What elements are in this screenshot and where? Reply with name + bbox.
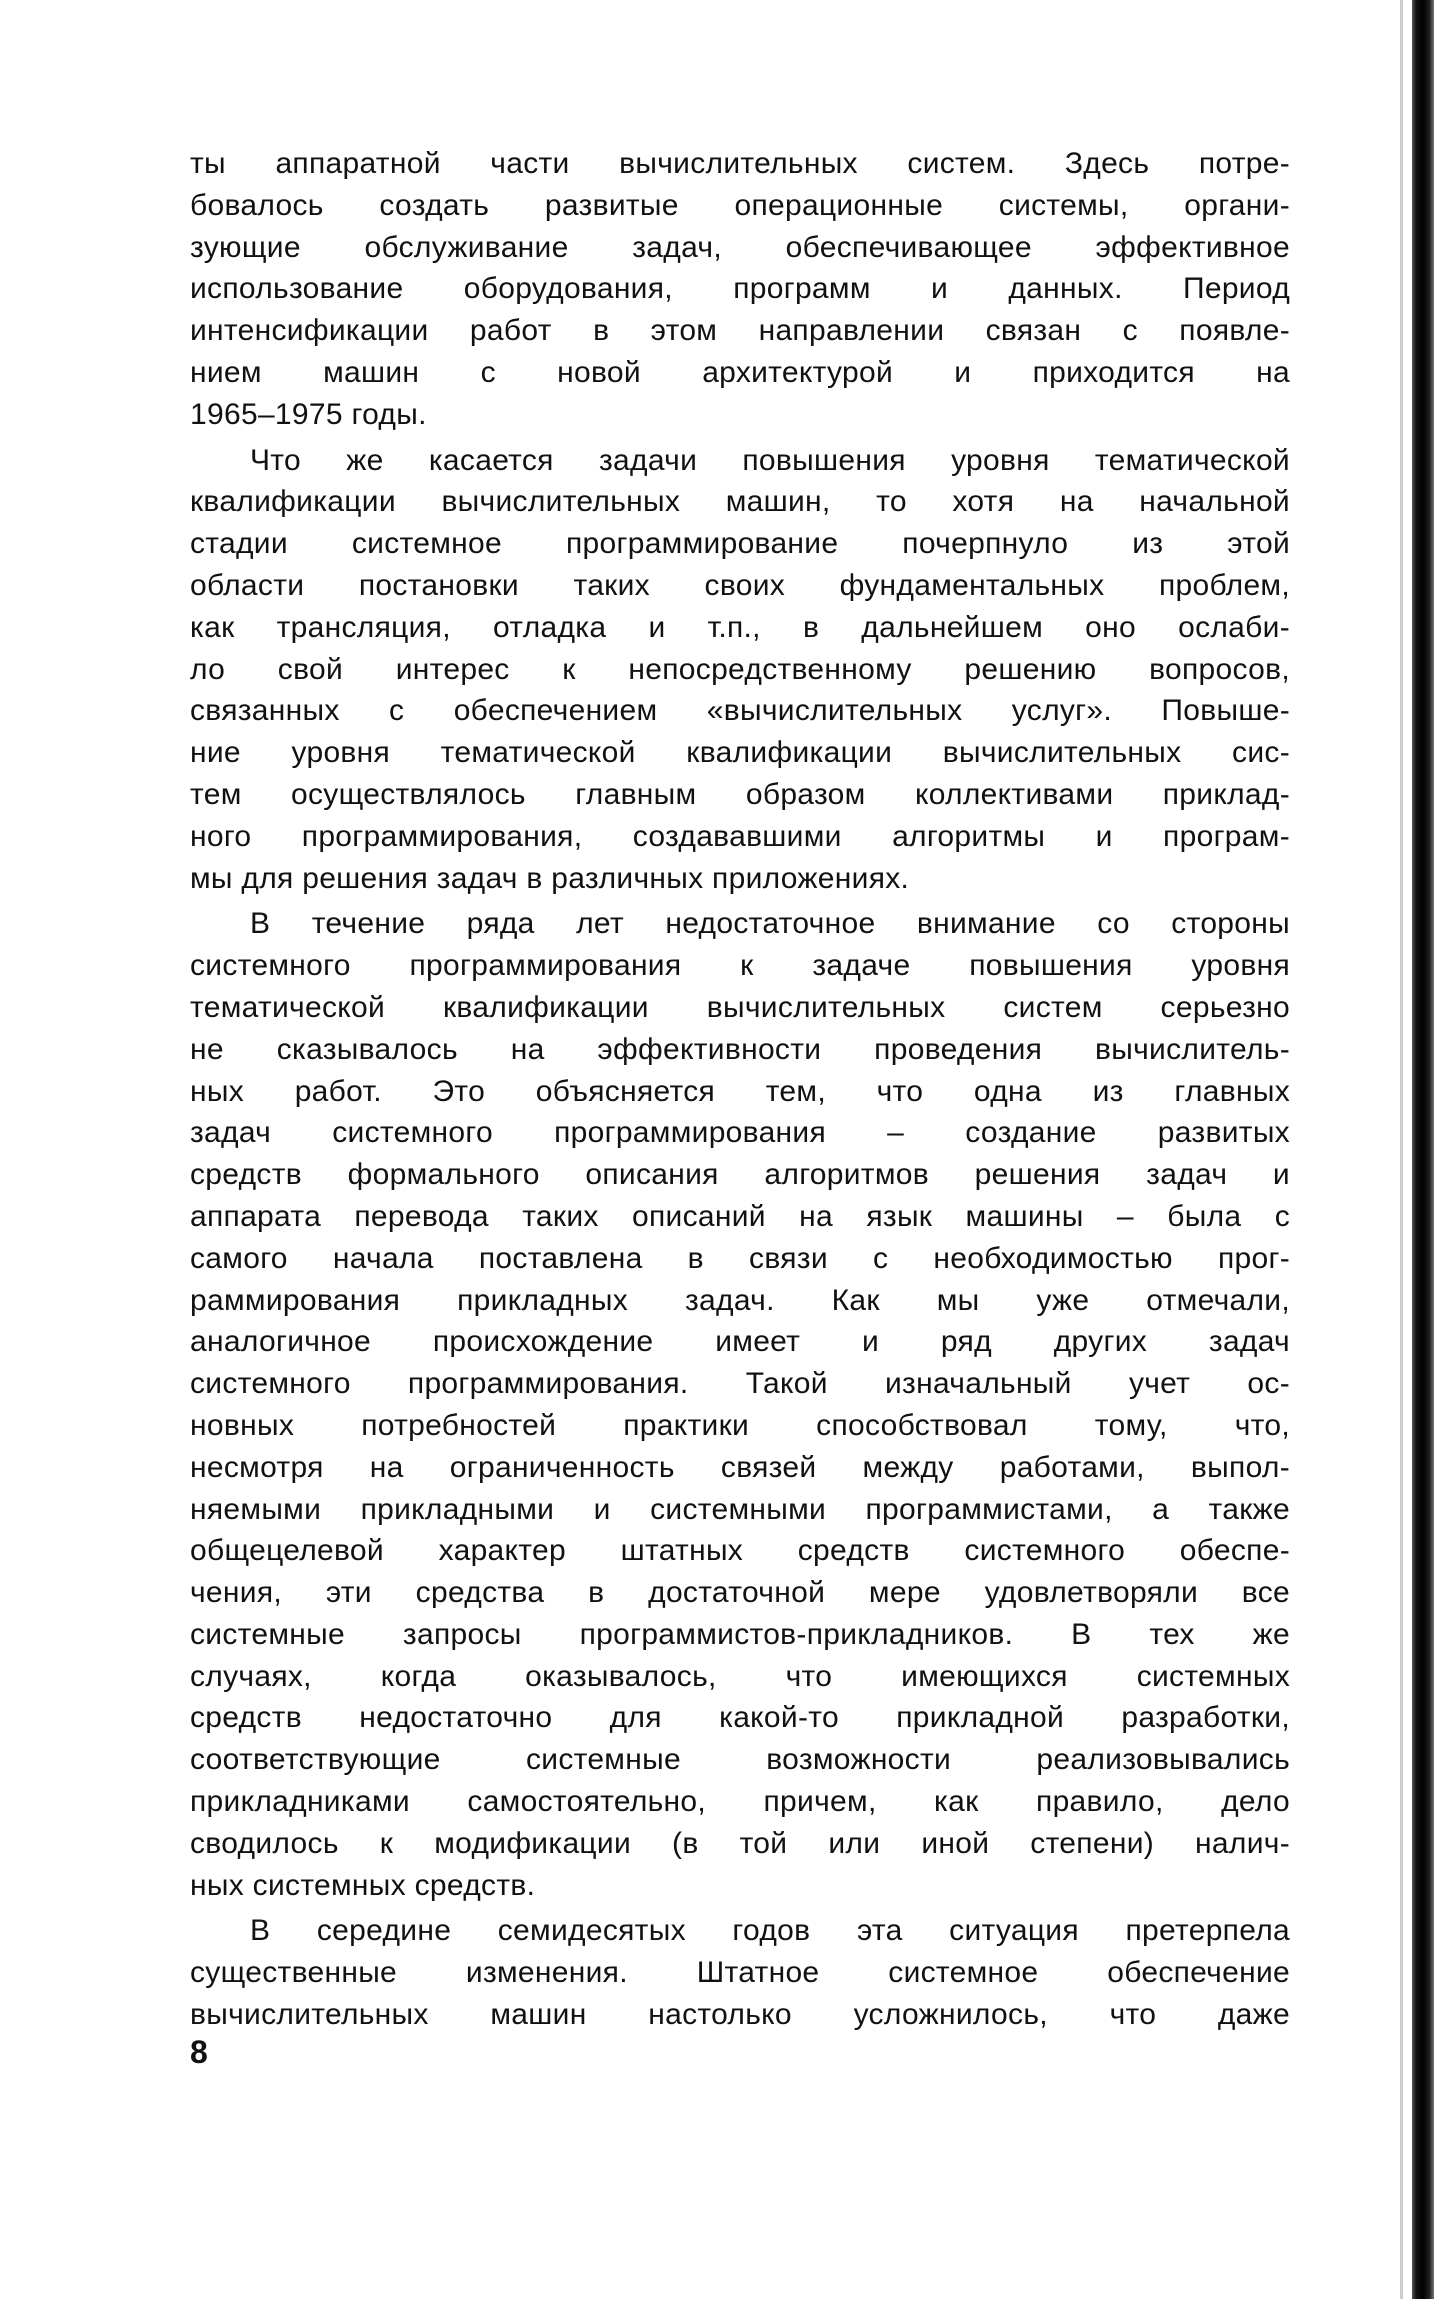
text-line: стадии системное программирование почерпнуло из этой bbox=[190, 527, 1290, 561]
text-line: вычислительных машин настолько усложнилось, что даже bbox=[190, 1998, 1290, 2032]
text-line: интенсификации работ в этом направлении связан с появле- bbox=[190, 314, 1290, 348]
text-line: Что же касается задачи повышения уровня тематической bbox=[250, 443, 1290, 477]
text-line: бовалось создать развитые операционные системы, органи- bbox=[190, 188, 1290, 222]
paragraph-3 bbox=[190, 903, 1290, 1906]
text-line: ных работ. Это объясняется тем, что одна из главных bbox=[190, 1074, 1290, 1108]
body-text bbox=[190, 143, 1290, 2036]
text-line: новных потребностей практики способствовал тому, что, bbox=[190, 1408, 1290, 1442]
text-line: системного программирования. Такой изначальный учет ос- bbox=[190, 1367, 1290, 1401]
scan-shadow bbox=[1400, 0, 1403, 2299]
paragraph-2 bbox=[190, 440, 1290, 900]
text-line: ного программирования, создававшими алгоритмы и програм- bbox=[190, 819, 1290, 853]
text-line: раммирования прикладных задач. Как мы уже отмечали, bbox=[190, 1283, 1290, 1317]
text-line: В течение ряда лет недостаточное внимание со стороны bbox=[250, 907, 1290, 941]
text-line: связанных с обеспечением «вычислительных услуг». Повыше- bbox=[190, 694, 1290, 728]
text-line: В середине семидесятых годов эта ситуация претерпела bbox=[250, 1914, 1290, 1948]
text-line: няемыми прикладными и системными программистами, а также bbox=[190, 1492, 1290, 1526]
text-line: существенные изменения. Штатное системное обеспечение bbox=[190, 1956, 1290, 1990]
text-line: соответствующие системные возможности реализовывались bbox=[190, 1743, 1290, 1777]
text-line: зующие обслуживание задач, обеспечивающее эффективное bbox=[190, 230, 1290, 264]
text-line: аппарата перевода таких описаний на язык машины – была с bbox=[190, 1199, 1290, 1233]
text-line: ных системных средств. bbox=[190, 1868, 536, 1902]
text-line: системные запросы программистов-прикладников. В тех же bbox=[190, 1617, 1290, 1651]
text-line: средств формального описания алгоритмов решения задач и bbox=[190, 1158, 1290, 1192]
text-line: ние уровня тематической квалификации вычислительных сис- bbox=[190, 736, 1290, 770]
text-line: несмотря на ограниченность связей между работами, выпол- bbox=[190, 1450, 1290, 1484]
paragraph-1 bbox=[190, 143, 1290, 436]
text-line: прикладниками самостоятельно, причем, как правило, дело bbox=[190, 1785, 1290, 1819]
text-line: квалификации вычислительных машин, то хотя на начальной bbox=[190, 485, 1290, 519]
text-line: сводилось к модификации (в той или иной степени) налич- bbox=[190, 1826, 1290, 1860]
text-line: тем осуществлялось главным образом коллективами приклад- bbox=[190, 777, 1290, 811]
text-line: чения, эти средства в достаточной мере удовлетворяли все bbox=[190, 1576, 1290, 1610]
page-number: 8 bbox=[190, 2034, 208, 2070]
text-line: случаях, когда оказывалось, что имеющихся системных bbox=[190, 1659, 1290, 1693]
text-line: самого начала поставлена в связи с необходимостью прог- bbox=[190, 1241, 1290, 1275]
text-line: средств недостаточно для какой-то прикладной разработки, bbox=[190, 1701, 1290, 1735]
text-line: не сказывалось на эффективности проведения вычислитель- bbox=[190, 1032, 1290, 1066]
text-line: ты аппаратной части вычислительных систем. Здесь потре- bbox=[190, 147, 1290, 180]
scan-edge-border bbox=[1412, 0, 1434, 2299]
paragraph-4 bbox=[190, 1910, 1290, 2035]
text-line: области постановки таких своих фундаментальных проблем, bbox=[190, 568, 1290, 602]
text-line: использование оборудования, программ и данных. Период bbox=[190, 272, 1290, 306]
text-line: общецелевой характер штатных средств системного обеспе- bbox=[190, 1534, 1290, 1568]
text-line: системного программирования к задаче повышения уровня bbox=[190, 949, 1290, 983]
text-line: как трансляция, отладка и т.п., в дальнейшем оно ослаби- bbox=[190, 610, 1290, 644]
text-line: тематической квалификации вычислительных систем серьезно bbox=[190, 990, 1290, 1024]
text-line: 1965–1975 годы. bbox=[190, 397, 427, 431]
text-line: ло свой интерес к непосредственному решению вопросов, bbox=[190, 652, 1290, 686]
text-line: нием машин с новой архитектурой и приходится на bbox=[190, 355, 1290, 389]
text-line: аналогичное происхождение имеет и ряд других задач bbox=[190, 1325, 1290, 1359]
text-line: задач системного программирования – создание развитых bbox=[190, 1116, 1290, 1150]
text-line: мы для решения задач в различных приложениях. bbox=[190, 861, 910, 895]
